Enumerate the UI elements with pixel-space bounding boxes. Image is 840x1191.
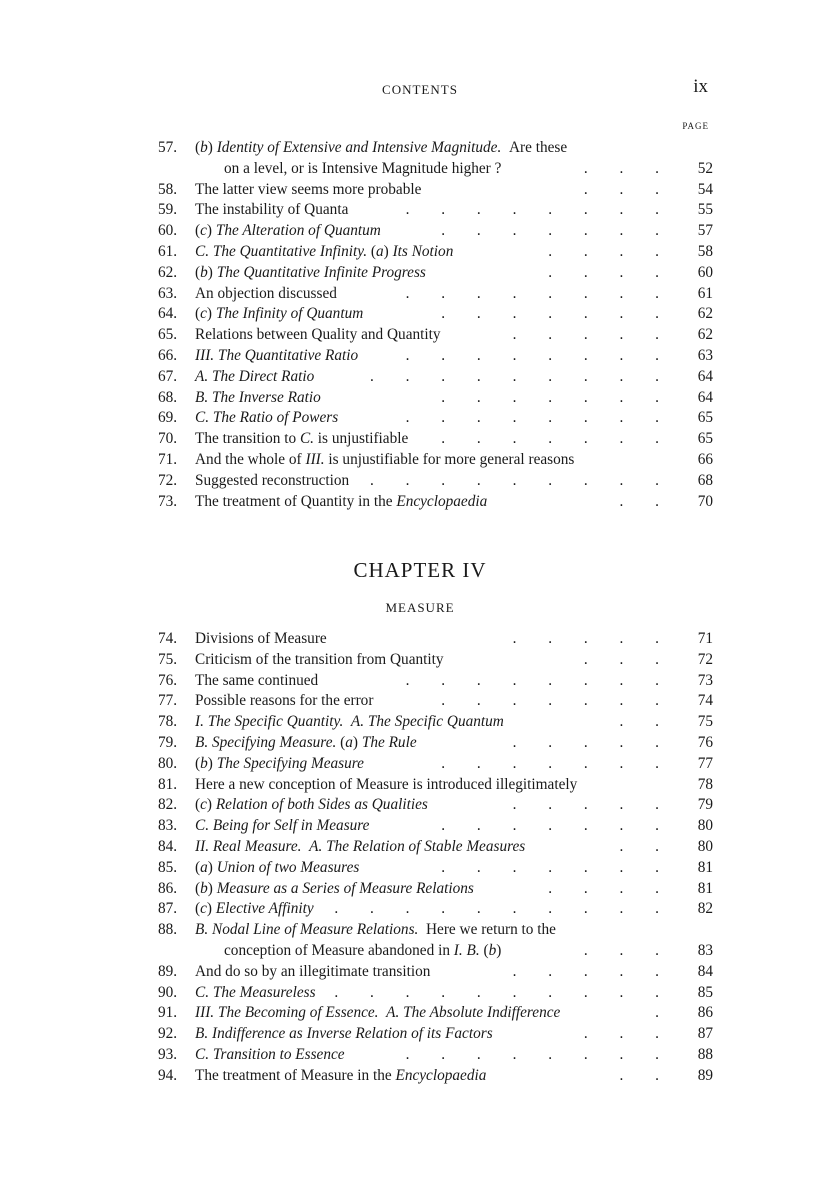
entry-title: An objection discussed xyxy=(195,284,337,302)
chapter-subtitle: MEASURE xyxy=(385,600,455,615)
entry-number: 81. xyxy=(158,775,178,793)
toc-entry xyxy=(158,284,713,305)
entry-page: 63 xyxy=(697,346,713,364)
toc-entry xyxy=(158,367,713,388)
entry-title: The treatment of Measure in the Encyclopaedia xyxy=(195,1066,487,1084)
leader-dots: . . . . . xyxy=(512,733,673,751)
entry-number: 61. xyxy=(158,242,178,260)
toc-entry xyxy=(158,346,713,367)
toc-entry xyxy=(158,920,713,941)
leader-dots: . . . xyxy=(583,650,673,668)
entry-number: 84. xyxy=(158,837,178,855)
toc-entry xyxy=(158,388,713,409)
leader-dots: . . . . . . . xyxy=(441,858,673,876)
entry-title: The latter view seems more probable xyxy=(195,180,422,198)
toc-entry xyxy=(158,629,713,650)
entry-number: 57. xyxy=(158,139,178,156)
entry-page: 52 xyxy=(697,159,713,177)
entry-title: Possible reasons for the error xyxy=(195,692,374,710)
entry-number: 91. xyxy=(158,1004,178,1022)
toc-entry xyxy=(158,775,713,796)
entry-page: 78 xyxy=(697,775,713,793)
entry-title: And the whole of III. is unjustifiable for more general reasons xyxy=(195,450,575,468)
leader-dots: . . . . . xyxy=(512,796,673,814)
entry-page: 66 xyxy=(697,450,713,468)
entry-page: 82 xyxy=(697,900,713,918)
toc-entry xyxy=(158,691,713,712)
entry-title: conception of Measure abandoned in I. B. (b) xyxy=(224,941,502,959)
entry-title: (b) Identity of Extensive and Intensive Magnitude. Are these xyxy=(195,139,568,156)
toc-entry xyxy=(158,1024,713,1045)
leader-dots: . . . . . xyxy=(512,962,673,980)
toc-entry xyxy=(158,325,713,346)
running-title: CONTENTS xyxy=(382,82,458,97)
page-header xyxy=(0,78,840,102)
entry-number: 73. xyxy=(158,492,178,510)
entry-number: 62. xyxy=(158,263,178,281)
toc-entry xyxy=(158,858,713,879)
toc-entry xyxy=(158,1045,713,1066)
entry-title: Here a new conception of Measure is introduced illegitimately xyxy=(195,775,578,793)
leader-dots: . . . xyxy=(583,1025,673,1043)
entry-page: 65 xyxy=(697,409,713,427)
entry-number: 78. xyxy=(158,713,178,731)
entry-page: 70 xyxy=(697,492,713,510)
entry-title: on a level, or is Intensive Magnitude higher ? xyxy=(224,159,502,177)
toc-entry xyxy=(158,180,713,201)
toc-entry xyxy=(158,1003,713,1024)
entry-number: 94. xyxy=(158,1066,178,1084)
entry-title: (c) Elective Affinity xyxy=(195,900,314,918)
entry-number: 86. xyxy=(158,879,178,897)
entry-number: 58. xyxy=(158,180,178,198)
leader-dots: . . . . . . . . xyxy=(405,346,673,364)
toc-entry xyxy=(158,159,713,180)
leader-dots: . . . . . . . . xyxy=(405,284,673,302)
toc-entry xyxy=(158,671,713,692)
entry-title: The treatment of Quantity in the Encyclopaedia xyxy=(195,492,488,510)
toc-entry xyxy=(158,733,713,754)
entry-page: 62 xyxy=(697,326,713,344)
leader-dots: . . xyxy=(619,713,673,731)
leader-dots: . . xyxy=(619,1066,673,1084)
toc-entry xyxy=(158,471,713,492)
toc-entry xyxy=(158,983,713,1004)
toc-entry xyxy=(158,429,713,450)
toc-entry xyxy=(158,200,713,221)
toc-entry xyxy=(158,879,713,900)
entry-number: 71. xyxy=(158,450,178,468)
entry-title: C. The Measureless xyxy=(195,983,316,1001)
entry-title: The transition to C. is unjustifiable xyxy=(195,430,409,448)
entry-page: 58 xyxy=(697,242,713,260)
entry-page: 86 xyxy=(697,1004,713,1022)
entry-page: 77 xyxy=(697,754,713,772)
entry-page: 57 xyxy=(697,222,713,240)
entry-page: 62 xyxy=(697,305,713,323)
entry-page: 71 xyxy=(697,630,713,647)
entry-title: Relations between Quality and Quantity xyxy=(195,326,441,344)
entry-number: 92. xyxy=(158,1025,178,1043)
entry-number: 70. xyxy=(158,430,178,448)
entry-title: (b) Measure as a Series of Measure Relations xyxy=(195,879,474,897)
leader-dots: . xyxy=(655,1004,673,1022)
entry-title: B. The Inverse Ratio xyxy=(195,388,321,406)
entry-number: 69. xyxy=(158,409,178,427)
entry-title: II. Real Measure. A. The Relation of Stable Measures xyxy=(195,837,526,855)
entry-number: 85. xyxy=(158,858,178,876)
entry-number: 93. xyxy=(158,1045,178,1063)
entry-title: C. Transition to Essence xyxy=(195,1045,345,1063)
entry-number: 64. xyxy=(158,305,178,323)
entry-page: 87 xyxy=(697,1025,713,1043)
toc-entry xyxy=(158,138,713,159)
toc-entry xyxy=(158,712,713,733)
entry-page: 72 xyxy=(697,650,713,668)
entry-page: 88 xyxy=(697,1045,713,1063)
entry-page: 76 xyxy=(697,733,713,751)
toc-entry xyxy=(158,962,713,983)
toc-entry xyxy=(158,492,713,513)
leader-dots: . . . . . xyxy=(512,630,673,647)
leader-dots: . . . . . . . . xyxy=(405,671,673,689)
entry-number: 89. xyxy=(158,962,178,980)
leader-dots: . . . . xyxy=(548,263,673,281)
entry-number: 83. xyxy=(158,817,178,835)
entry-number: 80. xyxy=(158,754,178,772)
entry-page: 79 xyxy=(697,796,713,814)
entry-number: 77. xyxy=(158,692,178,710)
entry-number: 67. xyxy=(158,367,178,385)
leader-dots: . . . . . . . . xyxy=(405,1045,673,1063)
entry-page: 61 xyxy=(697,284,713,302)
entry-page: 54 xyxy=(697,180,713,198)
entry-title: B. Specifying Measure. (a) The Rule xyxy=(195,733,417,751)
entry-number: 68. xyxy=(158,388,178,406)
leader-dots: . . . xyxy=(583,180,673,198)
leader-dots: . . . . . . . xyxy=(441,388,673,406)
entry-title: (c) The Alteration of Quantum xyxy=(195,222,381,240)
leader-dots: . . . . . xyxy=(512,326,673,344)
leader-dots: . . . . . . . xyxy=(441,754,673,772)
entry-number: 90. xyxy=(158,983,178,1001)
toc-entry xyxy=(158,1066,713,1087)
entry-title: And do so by an illegitimate transition xyxy=(195,962,431,980)
entry-page: 80 xyxy=(697,837,713,855)
leader-dots: . . . xyxy=(583,941,673,959)
entry-page: 55 xyxy=(697,201,713,219)
leader-dots: . . . . . . . . . xyxy=(369,367,673,385)
leader-dots: . . . xyxy=(583,159,673,177)
entry-title: B. Nodal Line of Measure Relations. Here we return to the xyxy=(195,921,556,939)
toc-entry xyxy=(158,221,713,242)
entry-number: 76. xyxy=(158,671,178,689)
entry-title: Suggested reconstruction xyxy=(195,471,350,489)
entry-title: B. Indifference as Inverse Relation of its Factors xyxy=(195,1025,493,1043)
toc-entry xyxy=(158,941,713,962)
leader-dots: . . . . . . . . . xyxy=(369,471,673,489)
toc-entry xyxy=(158,816,713,837)
entry-number: 82. xyxy=(158,796,178,814)
leader-dots: . . . . . . . xyxy=(441,817,673,835)
entry-page: 80 xyxy=(697,817,713,835)
entry-page: 83 xyxy=(697,941,713,959)
chapter-heading: CHAPTER IV xyxy=(353,558,487,582)
toc-entry xyxy=(158,242,713,263)
leader-dots: . . xyxy=(619,492,673,510)
toc-entry xyxy=(158,450,713,471)
entry-number: 87. xyxy=(158,900,178,918)
page-number: ix xyxy=(693,76,708,97)
entry-title: C. The Quantitative Infinity. (a) Its Notion xyxy=(195,242,454,260)
entry-number: 75. xyxy=(158,650,178,668)
entry-page: 64 xyxy=(697,367,713,385)
toc-entry xyxy=(158,408,713,429)
leader-dots: . . . . . . . xyxy=(441,222,673,240)
leader-dots: . . . . . . . . xyxy=(405,201,673,219)
entry-number: 60. xyxy=(158,222,178,240)
toc-entry xyxy=(158,754,713,775)
toc-entry xyxy=(158,795,713,816)
entry-page: 84 xyxy=(697,962,713,980)
leader-dots: . . . . . . . xyxy=(441,305,673,323)
entry-title: A. The Direct Ratio xyxy=(195,367,315,385)
toc-entry xyxy=(158,899,713,920)
toc-entry xyxy=(158,650,713,671)
entry-number: 74. xyxy=(158,630,178,647)
leader-dots: . . . . . . . . xyxy=(405,409,673,427)
entry-title: III. The Becoming of Essence. A. The Absolute Indifference xyxy=(195,1004,561,1022)
entry-title: (a) Union of two Measures xyxy=(195,858,360,876)
entry-number: 59. xyxy=(158,201,178,219)
entry-title: (c) The Infinity of Quantum xyxy=(195,305,364,323)
leader-dots: . . . . . . . . . . xyxy=(334,983,673,1001)
leader-dots: . . . . . . . xyxy=(441,430,673,448)
entry-page: 73 xyxy=(697,671,713,689)
entry-title: Criticism of the transition from Quantity xyxy=(195,650,444,668)
entry-title: The instability of Quanta xyxy=(195,201,349,219)
entry-number: 88. xyxy=(158,921,178,939)
entry-title: Divisions of Measure xyxy=(195,630,327,647)
entry-title: C. Being for Self in Measure xyxy=(195,817,370,835)
entry-number: 65. xyxy=(158,326,178,344)
page-column-label: PAGE xyxy=(682,121,709,131)
entry-title: (c) Relation of both Sides as Qualities xyxy=(195,796,428,814)
entry-title: I. The Specific Quantity. A. The Specific Quantum xyxy=(195,713,504,731)
entry-title: (b) The Specifying Measure xyxy=(195,754,364,772)
entry-title: The same continued xyxy=(195,671,319,689)
entry-page: 85 xyxy=(697,983,713,1001)
entry-page: 89 xyxy=(697,1066,713,1084)
entry-title: C. The Ratio of Powers xyxy=(195,409,339,427)
contents-list-quantity xyxy=(158,138,713,512)
entry-page: 65 xyxy=(697,430,713,448)
entry-page: 81 xyxy=(697,879,713,897)
leader-dots: . . . . . . . xyxy=(441,692,673,710)
leader-dots: . . . . xyxy=(548,879,673,897)
entry-title: (b) The Quantitative Infinite Progress xyxy=(195,263,426,281)
entry-page: 74 xyxy=(697,692,713,710)
entry-page: 81 xyxy=(697,858,713,876)
contents-list-measure xyxy=(158,629,713,1087)
toc-entry xyxy=(158,304,713,325)
entry-number: 72. xyxy=(158,471,178,489)
entry-title: III. The Quantitative Ratio xyxy=(195,346,359,364)
entry-number: 63. xyxy=(158,284,178,302)
leader-dots: . . . . . . . . . . xyxy=(334,900,673,918)
entry-number: 66. xyxy=(158,346,178,364)
leader-dots: . . xyxy=(619,837,673,855)
toc-entry xyxy=(158,837,713,858)
toc-entry xyxy=(158,263,713,284)
entry-page: 60 xyxy=(697,263,713,281)
entry-number: 79. xyxy=(158,733,178,751)
entry-page: 75 xyxy=(697,713,713,731)
entry-page: 68 xyxy=(697,471,713,489)
entry-page: 64 xyxy=(697,388,713,406)
leader-dots: . . . . xyxy=(548,242,673,260)
